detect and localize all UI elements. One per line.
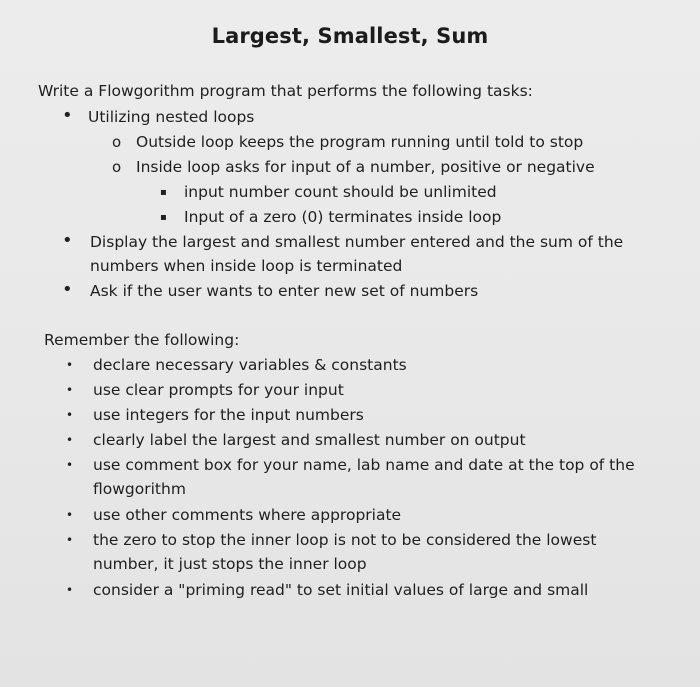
- remember-text-line2: flowgorithm: [93, 480, 186, 498]
- remember-text: declare necessary variables & constants: [93, 356, 407, 374]
- remember-item-label: [66, 428, 526, 452]
- bullet-icon: •: [66, 508, 74, 522]
- bullet-icon: •: [66, 433, 74, 447]
- bullet-icon: •: [66, 358, 74, 372]
- task-text: Utilizing nested loops: [88, 108, 255, 126]
- square-bullet-icon: ▪: [160, 187, 167, 198]
- task-item-outer-loop: [112, 130, 583, 154]
- task-text-line1: Display the largest and smallest number entered and the sum of the: [90, 233, 624, 251]
- remember-text: clearly label the largest and smallest number on output: [93, 431, 526, 449]
- remember-item-integers: [66, 403, 364, 427]
- circle-bullet-icon: o: [112, 158, 122, 176]
- remember-text-line1: use comment box for your name, lab name and date at the top of the: [93, 456, 635, 474]
- bullet-icon: •: [62, 230, 73, 251]
- remember-item-declare: [66, 353, 407, 377]
- bullet-icon: •: [66, 583, 74, 597]
- circle-bullet-icon: o: [112, 133, 122, 151]
- bullet-icon: •: [66, 383, 74, 397]
- remember-item-comment-box: [66, 453, 635, 501]
- task-item-inner-loop: [112, 155, 595, 179]
- page-title: Largest, Smallest, Sum: [211, 24, 489, 48]
- task-item-display: [62, 230, 623, 278]
- bullet-icon: •: [66, 458, 74, 472]
- task-text-line2: numbers when inside loop is terminated: [90, 257, 403, 275]
- remember-text: use other comments where appropriate: [93, 506, 402, 524]
- intro-text: Write a Flowgorithm program that performs the following tasks:: [38, 82, 533, 100]
- remember-heading: Remember the following:: [44, 331, 240, 349]
- remember-text: use clear prompts for your input: [93, 381, 344, 399]
- square-bullet-icon: ▪: [160, 212, 167, 223]
- remember-item-priming: [66, 578, 588, 602]
- remember-text: use integers for the input numbers: [93, 406, 364, 424]
- bullet-icon: •: [62, 105, 73, 126]
- task-item-ask-new: [62, 279, 478, 303]
- task-text: Ask if the user wants to enter new set of numbers: [90, 282, 479, 300]
- task-text: Inside loop asks for input of a number, positive or negative: [136, 158, 595, 176]
- task-text: input number count should be unlimited: [184, 183, 497, 201]
- bullet-icon: •: [66, 408, 74, 422]
- remember-text-line1: the zero to stop the inner loop is not to be considered the lowest: [93, 531, 597, 549]
- remember-text-line2: number, it just stops the inner loop: [93, 555, 367, 573]
- bullet-icon: •: [62, 279, 73, 300]
- task-text: Outside loop keeps the program running until told to stop: [136, 133, 584, 151]
- remember-item-zero: [66, 528, 596, 576]
- task-item-nested: [62, 105, 254, 129]
- remember-text: consider a "priming read" to set initial values of large and small: [93, 581, 589, 599]
- task-text: Input of a zero (0) terminates inside loop: [184, 208, 502, 226]
- remember-item-prompts: [66, 378, 344, 402]
- task-item-zero-terminates: [160, 205, 501, 229]
- task-item-unlimited: [160, 180, 497, 204]
- remember-item-other-comments: [66, 503, 401, 527]
- bullet-icon: •: [66, 533, 74, 547]
